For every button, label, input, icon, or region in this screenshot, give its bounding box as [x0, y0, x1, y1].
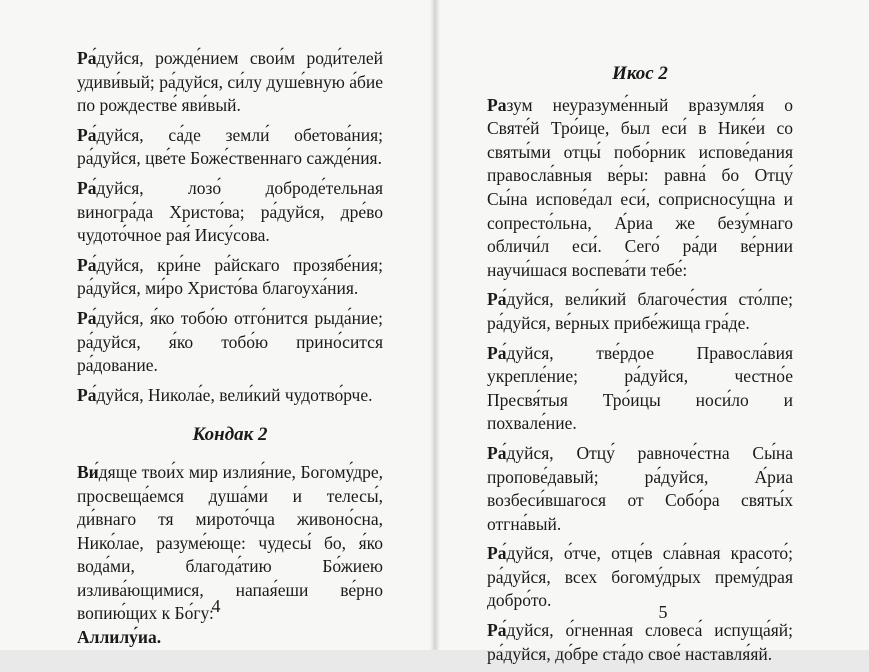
akathist-line: Ра́дуйся, тве́рдое Правосла́вия укрепле́ние; ра́дуйся, честно́е Пресвя́тыя Тро́ицы носи́ло и похвале́ние.: [487, 342, 793, 434]
right-page-text: [487, 62, 793, 672]
akathist-line: Ра́дуйся, са́де земли́ обетова́ния; ра́дуйся, цве́те Боже́ственнаго сажде́ния.: [77, 124, 383, 169]
ikos-heading: Икос 2: [612, 63, 668, 84]
page-number: 4: [211, 596, 221, 616]
kondak-text: Ви́дяще твои́х мир излия́ние, Богому́дре, просвеща́емся душа́ми и телесы́, ди́внаго тя мирото́чца живоно́сна, Нико́лае, разуме́юще: чудесы́ бо, я́ко вода́ми, благода́тию Бо́жиею излива́ющимися, напая́еши ве́рно вопию́щих к Бо́гу: Аллилу́иа.: [77, 461, 383, 648]
kondak-heading: Кондак 2: [192, 424, 268, 446]
akathist-line: Ра́дуйся, о́тче, отце́в сла́вная красото́; ра́дуйся, всех богому́дрых прему́драя добро́то.: [487, 543, 793, 611]
akathist-line: Ра́дуйся, Никола́е, вели́кий чудотво́рче.: [77, 384, 373, 405]
left-page: [0, 0, 434, 650]
alleluia: Аллилу́иа.: [77, 627, 162, 648]
akathist-line: Ра́дуйся, о́гненная словеса́ испуща́яй; ра́дуйся, до́бре ста́до свое́ наставля́яй.: [487, 620, 793, 664]
book-gutter: [430, 0, 440, 650]
akathist-line: Ра́дуйся, рожде́нием свои́м роди́телей удиви́вый; ра́дуйся, си́лу душе́вную а́бие по рождестве́ яви́вый.: [77, 48, 383, 116]
left-page-text: [77, 47, 383, 656]
ikos-text: Разум неуразуме́нный вразумля́я о Святе́й Тро́ице, был еси́ в Нике́и со святы́ми отцы́ побо́рник испове́дания правосла́вныя ве́ры: равна́ бо Отцу́ Сы́на испове́дал еси́, соприсносу́щна и сопресто́льна, А́риа же безу́мнаго обличи́л еси́. Сего́ ра́ди ве́рнии научи́шася воспева́ти тебе́:: [487, 94, 793, 280]
right-page: [435, 0, 869, 664]
akathist-line: Ра́дуйся, кри́не ра́йскаго прозябе́ния; ра́дуйся, ми́ро Христо́ва благоуха́ния.: [77, 254, 383, 299]
akathist-line: Ра́дуйся, лозо́ доброде́тельная виногра́да Христо́ва; ра́дуйся, дре́во чудото́чное рая́ Иису́сова.: [77, 177, 383, 246]
akathist-line: Ра́дуйся, Отцу́ равноче́стна Сы́на пропове́давый; ра́дуйся, А́риа возбеси́вшагося от Собо́ра святы́х отгна́вый.: [487, 442, 793, 534]
akathist-line: Ра́дуйся, вели́кий благоче́стия сто́лпе; ра́дуйся, ве́рных прибе́жища гра́де.: [487, 289, 793, 333]
akathist-line: Ра́дуйся, я́ко тобо́ю отго́нится рыда́ние; ра́дуйся, я́ко тобо́ю прино́сится ра́дование.: [77, 307, 383, 376]
page-number: 5: [658, 602, 668, 622]
